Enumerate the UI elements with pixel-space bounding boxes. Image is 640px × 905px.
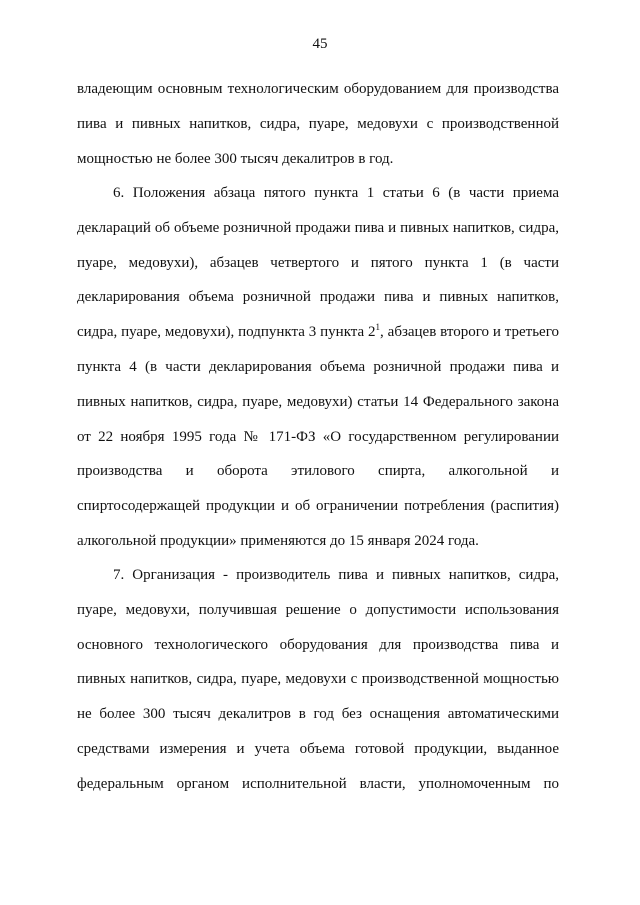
page-number: 45	[312, 36, 328, 52]
paragraph-item-7	[77, 558, 559, 802]
superscript: 1	[375, 322, 381, 333]
paragraph-item-6	[77, 176, 559, 559]
text-line: деклараций об объеме розничной продажи пива и пивных напитков, сидра,	[77, 219, 559, 236]
text-fragment: сидра, пуаре, медовухи), подпункта 3 пункта 2	[77, 324, 376, 341]
text-line: мощностью не более 300 тысяч декалитров в год.	[77, 150, 394, 167]
text-line: не более 300 тысяч декалитров в год без оснащения автоматическими	[77, 706, 559, 723]
text-line: алкогольной продукции» применяются до 15 января 2024 года.	[77, 532, 479, 549]
text-line: декларирования объема розничной продажи пива и пивных напитков,	[77, 289, 559, 306]
text-line: пивных напитков, сидра, пуаре, медовухи с производственной мощностью	[77, 671, 559, 688]
text-line: от 22 ноября 1995 года № 171-ФЗ «О государственном регулировании	[77, 428, 559, 445]
text-line: средствами измерения и учета объема готовой продукции, выданное	[77, 740, 559, 757]
text-line: производства и оборота этилового спирта, алкогольной и	[77, 463, 559, 480]
text-line: пуаре, медовухи, получившая решение о допустимости использования	[77, 601, 559, 618]
text-line: пуаре, медовухи), абзацев четвертого и пятого пункта 1 (в части	[77, 254, 559, 271]
text-line: основного технологического оборудования для производства пива и	[77, 636, 559, 653]
text-line: спиртосодержащей продукции и об ограничении потребления (распития)	[77, 498, 559, 515]
text-fragment: , абзацев второго и третьего	[380, 324, 559, 341]
text-line: 6. Положения абзаца пятого пункта 1 статьи 6 (в части приема	[113, 185, 559, 201]
paragraph-continuation	[77, 72, 559, 176]
text-line: владеющим основным технологическим оборудованием для производства	[77, 81, 559, 97]
text-line: пункта 4 (в части декларирования объема розничной продажи пива и	[77, 358, 559, 375]
text-line-with-superscript	[77, 315, 559, 350]
text-line: пивных напитков, сидра, пуаре, медовухи) статьи 14 Федерального закона	[77, 393, 559, 410]
text-line: 7. Организация - производитель пива и пивных напитков, сидра,	[113, 567, 559, 583]
text-line: федеральным органом исполнительной власти, уполномоченным по	[77, 775, 559, 792]
text-line: пива и пивных напитков, сидра, пуаре, медовухи с производственной	[77, 115, 559, 132]
